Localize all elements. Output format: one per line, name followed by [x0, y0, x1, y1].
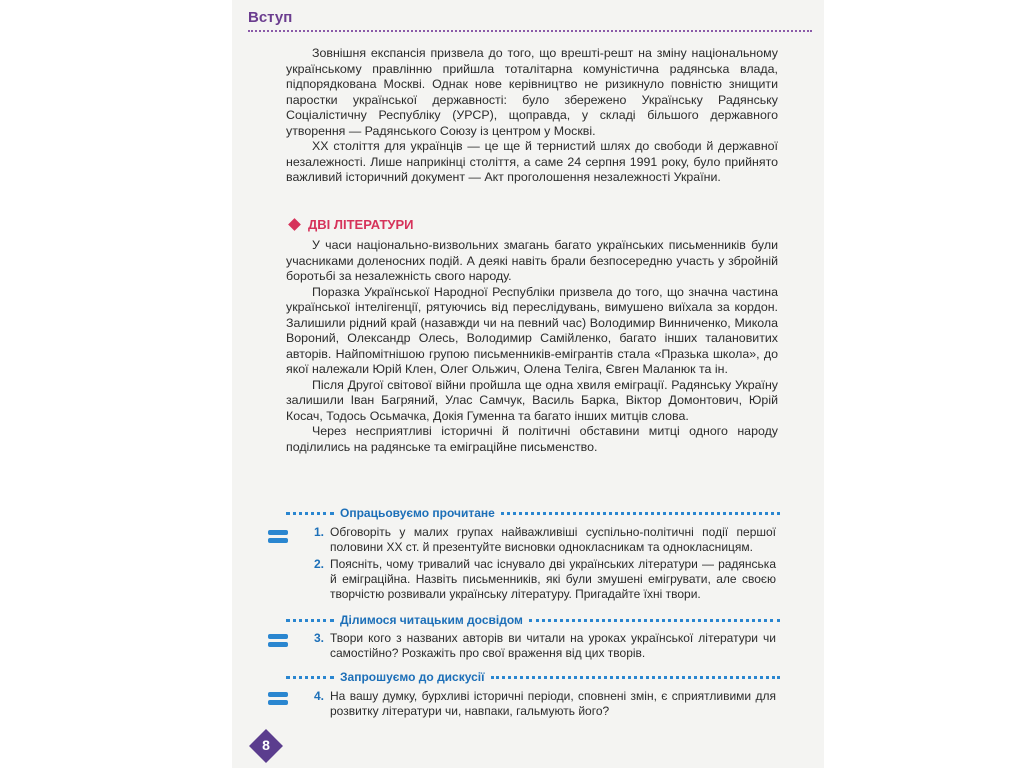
- paragraph: Після Другої світової війни пройшла ще одна хвиля еміграції. Радянську Україну залишили Іван Багряний, Улас Самчук, Василь Барка, Віктор Домонтович, Юрій Косач, Тодось Осьмачка, Докія Гуменна та багато інших митців слова.: [286, 377, 778, 423]
- paragraph: У часи національно-визвольних змагань багато українських письменників були учасниками доленосних подій. А деякі навіть брали безпосередню участь у збройній боротьбі за незалежність свого народу.: [286, 238, 778, 283]
- dotted-rule: [501, 512, 780, 515]
- dotted-rule: [491, 676, 781, 679]
- chapter-title: Вступ: [248, 9, 293, 26]
- task-text: На вашу думку, бурхливі історичні періоди, сповнені змін, є сприятливими для розвитку літератури чи, навпаки, гальмують його?: [330, 689, 776, 718]
- chat-bubble-icon: [268, 692, 288, 706]
- task-group-header-1: [286, 505, 780, 521]
- task-item: [314, 557, 776, 602]
- paragraph: Через несприятливі історичні й політичні обставини митці одного народу поділились на радянське та еміграційне письменство.: [286, 424, 778, 454]
- diamond-icon: [288, 218, 301, 231]
- header-divider: [248, 30, 812, 32]
- task-number: 2.: [314, 557, 325, 571]
- paragraph: Поразка Української Народної Республіки призвела до того, що значна частина української інтелігенції, рятуючись від переслідувань, вимушено виїхала за кордон. Залишили рідний край (назавжди чи на певний час) Володимир Винниченко, Микола Вороний, Олександр Олесь, Володимир Самійленко, багато інших талановитих авторів. Найпомітнішою групою письменників-емігрантів стала «Празька школа», до якої належали Юрій Клен, Олег Ольжич, Олена Теліга, Євген Маланюк та ін.: [286, 284, 778, 376]
- dotted-rule: [286, 676, 334, 679]
- section-heading-label: ДВІ ЛІТЕРАТУРИ: [308, 217, 414, 232]
- intro-text: [286, 46, 778, 186]
- dotted-rule: [286, 619, 334, 622]
- chat-bubble-icon: [268, 530, 288, 544]
- task-group-title: Запрошуємо до дискусії: [340, 670, 485, 684]
- dotted-rule: [529, 619, 780, 622]
- dotted-rule: [286, 512, 334, 515]
- chat-bubble-icon: [268, 634, 288, 648]
- task-text: Обговоріть у малих групах найважливіші суспільно-політичні події першої половини ХХ ст. й презентуйте висновки однокласникам та однокласницям.: [330, 525, 776, 554]
- task-group-title: Ділимося читацьким досвідом: [340, 613, 523, 627]
- task-number: 1.: [314, 525, 325, 539]
- section-heading: [290, 217, 414, 232]
- page-number: 8: [262, 737, 270, 753]
- task-item: [314, 525, 776, 555]
- section-text: [286, 238, 778, 455]
- task-item: [314, 631, 776, 661]
- task-item: [314, 689, 776, 719]
- paragraph: Зовнішня експансія призвела до того, що врешті-решт на зміну національному українському правлінню прийшла тоталітарна комуністична радянська влада, підпорядкована Москві. Однак нове керівництво не ризикнуло повністю знищити паростки української державності: було збережено Українську Радянську Соціалістичну Республіку (УРСР), щоправда, у складі більшого державного утворення — Радянського Союзу із центром у Москві.: [286, 46, 778, 138]
- task-group-title: Опрацьовуємо прочитане: [340, 506, 495, 520]
- task-text: Поясніть, чому тривалий час існувало дві українських літератури — радянська й еміграційна. Назвіть письменників, які були змушені емігрувати, але своєю творчістю розвивали українську літературу. Пригадайте їхні твори.: [330, 557, 776, 601]
- paragraph: ХХ століття для українців — це ще й тернистий шлях до свободи й державної незалежності. Лише наприкінці століття, а саме 24 серпня 1991 року, було прийнято важливий історичний документ — Акт проголошення незалежності України.: [286, 139, 778, 184]
- task-group-header-3: [286, 669, 780, 685]
- task-number: 3.: [314, 631, 325, 645]
- page-number-badge: [248, 728, 284, 764]
- task-number: 4.: [314, 689, 325, 703]
- task-text: Твори кого з названих авторів ви читали на уроках української літератури чи самостійно? Розкажіть про свої враження від цих творів.: [330, 631, 776, 660]
- task-group-header-2: [286, 612, 780, 628]
